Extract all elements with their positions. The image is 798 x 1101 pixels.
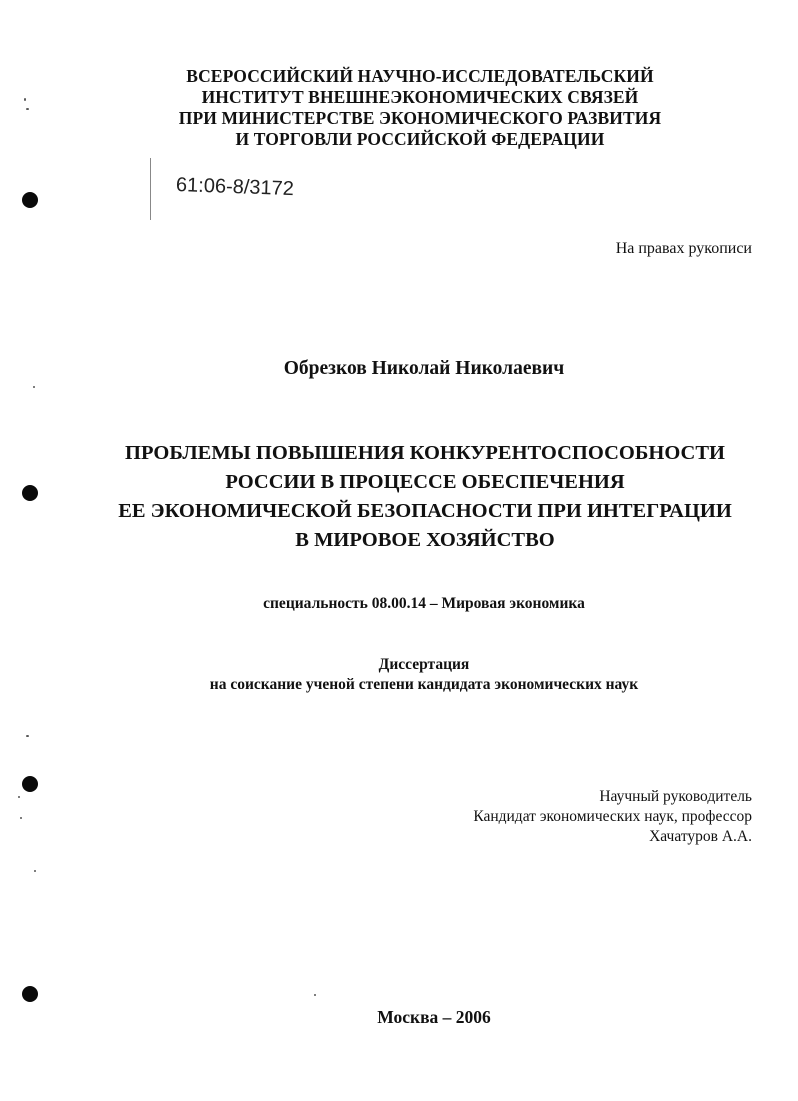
- dissertation-heading: Диссертация: [378, 656, 470, 673]
- supervisor-title: Кандидат экономических наук, профессор: [473, 808, 752, 825]
- institute-line: И ТОРГОВЛИ РОССИЙСКОЙ ФЕДЕРАЦИИ: [235, 129, 605, 149]
- title-line: В МИРОВОЕ ХОЗЯЙСТВО: [295, 529, 555, 551]
- rights-note: На правах рукописи: [615, 240, 752, 257]
- scan-speck: [34, 870, 36, 872]
- scan-speck: [26, 108, 29, 110]
- author-name: Обрезков Николай Николаевич: [283, 358, 565, 379]
- dissertation-title: [80, 439, 770, 555]
- stamp-margin-line: [150, 158, 151, 220]
- title-line: ЕЕ ЭКОНОМИЧЕСКОЙ БЕЗОПАСНОСТИ ПРИ ИНТЕГРАЦИИ: [118, 500, 732, 522]
- supervisor-block: [473, 787, 752, 847]
- scan-speck: [33, 386, 35, 388]
- scan-speck: [314, 994, 316, 996]
- punch-hole-2: [22, 485, 38, 501]
- specialty-line: специальность 08.00.14 – Мировая экономика: [263, 595, 585, 612]
- punch-hole-1: [22, 192, 38, 208]
- degree-line: на соискание ученой степени кандидата экономических наук: [209, 676, 639, 693]
- title-line: ПРОБЛЕМЫ ПОВЫШЕНИЯ КОНКУРЕНТОСПОСОБНОСТИ: [125, 442, 725, 464]
- city-year: Москва – 2006: [377, 1007, 491, 1027]
- scan-speck: [18, 796, 20, 798]
- title-line: РОССИИ В ПРОЦЕССЕ ОБЕСПЕЧЕНИЯ: [225, 471, 625, 493]
- library-stamp-code: 61:06-8/3172: [175, 174, 295, 201]
- supervisor-name: Хачатуров А.А.: [649, 828, 752, 845]
- supervisor-role: Научный руководитель: [599, 788, 752, 805]
- institute-line: ВСЕРОССИЙСКИЙ НАУЧНО-ИССЛЕДОВАТЕЛЬСКИЙ: [186, 66, 654, 86]
- scan-speck: [26, 735, 29, 737]
- punch-hole-3: [22, 776, 38, 792]
- scan-speck: [24, 98, 26, 101]
- punch-hole-4: [22, 986, 38, 1002]
- scan-speck: [20, 817, 22, 819]
- institute-line: ИНСТИТУТ ВНЕШНЕЭКОНОМИЧЕСКИХ СВЯЗЕЙ: [201, 87, 639, 107]
- institute-header: [120, 66, 720, 150]
- institute-line: ПРИ МИНИСТЕРСТВЕ ЭКОНОМИЧЕСКОГО РАЗВИТИЯ: [178, 108, 662, 128]
- dissertation-block: [0, 655, 798, 695]
